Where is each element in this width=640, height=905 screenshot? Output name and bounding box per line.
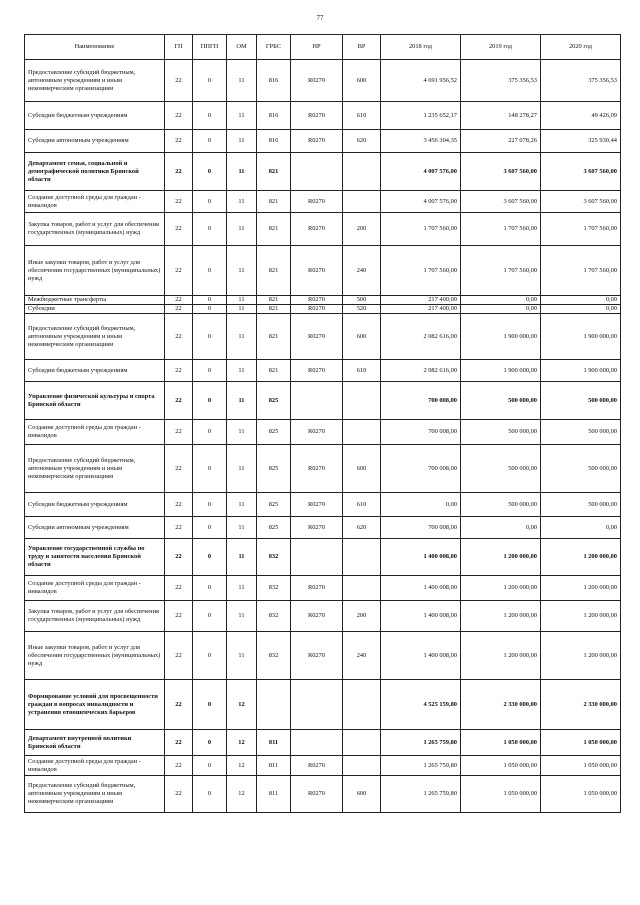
cell-name: Иные закупки товаров, работ и услуг для обеспечения государственных (муниципальных) нужд xyxy=(25,246,165,296)
table-row xyxy=(25,517,621,539)
cell-om: 11 xyxy=(227,246,257,296)
cell-om: 11 xyxy=(227,445,257,493)
cell-name: Субсидии бюджетным учреждениям xyxy=(25,102,165,130)
cell-vr: 600 xyxy=(343,314,381,360)
cell-name: Формирование условий для просвещенности граждан в вопросах инвалидности и устранения отношенческих барьеров xyxy=(25,680,165,730)
cell-om: 11 xyxy=(227,601,257,632)
cell-2018: 4 007 576,00 xyxy=(381,191,461,213)
cell-2020: 1 900 000,00 xyxy=(541,314,621,360)
table-row xyxy=(25,445,621,493)
table-row xyxy=(25,130,621,153)
cell-nr: R0270 xyxy=(291,191,343,213)
cell-ppgp: 0 xyxy=(193,191,227,213)
cell-om: 11 xyxy=(227,576,257,601)
cell-om: 11 xyxy=(227,213,257,246)
cell-name: Предоставление субсидий бюджетным, автономным учреждениям и иным некоммерческим организациям xyxy=(25,314,165,360)
cell-ppgp: 0 xyxy=(193,539,227,576)
cell-name: Департамент внутренней политики Брянской области xyxy=(25,730,165,756)
table-row xyxy=(25,382,621,420)
cell-2019: 1 200 000,00 xyxy=(461,539,541,576)
cell-om: 11 xyxy=(227,191,257,213)
cell-ppgp: 0 xyxy=(193,730,227,756)
cell-ppgp: 0 xyxy=(193,305,227,314)
cell-grbs: 821 xyxy=(257,305,291,314)
cell-ppgp: 0 xyxy=(193,420,227,445)
cell-om: 12 xyxy=(227,776,257,813)
cell-2018: 1 400 008,00 xyxy=(381,576,461,601)
cell-ppgp: 0 xyxy=(193,102,227,130)
col-header-2018: 2018 год xyxy=(381,35,461,60)
cell-gp: 22 xyxy=(165,632,193,680)
cell-name: Закупка товаров, работ и услуг для обеспечения государственных (муниципальных) нужд xyxy=(25,601,165,632)
cell-name: Предоставление субсидий бюджетным, автономным учреждениям и иным некоммерческим организациям xyxy=(25,445,165,493)
cell-nr: R0270 xyxy=(291,601,343,632)
cell-2019: 500 000,00 xyxy=(461,382,541,420)
cell-nr: R0270 xyxy=(291,360,343,382)
cell-grbs: 825 xyxy=(257,420,291,445)
table-row xyxy=(25,213,621,246)
cell-gp: 22 xyxy=(165,246,193,296)
cell-grbs: 832 xyxy=(257,576,291,601)
table-row xyxy=(25,102,621,130)
cell-ppgp: 0 xyxy=(193,632,227,680)
cell-vr: 240 xyxy=(343,246,381,296)
cell-ppgp: 0 xyxy=(193,382,227,420)
cell-om: 11 xyxy=(227,493,257,517)
cell-gp: 22 xyxy=(165,60,193,102)
cell-2019: 3 607 560,00 xyxy=(461,153,541,191)
cell-ppgp: 0 xyxy=(193,130,227,153)
cell-2018: 4 691 956,52 xyxy=(381,60,461,102)
cell-om: 11 xyxy=(227,60,257,102)
cell-nr: R0270 xyxy=(291,493,343,517)
cell-2019: 1 900 000,00 xyxy=(461,314,541,360)
table-row xyxy=(25,296,621,305)
cell-2019: 1 200 000,00 xyxy=(461,601,541,632)
cell-2020: 2 330 000,00 xyxy=(541,680,621,730)
cell-2018: 1 265 759,80 xyxy=(381,756,461,776)
cell-name: Иные закупки товаров, работ и услуг для обеспечения государственных (муниципальных) нужд xyxy=(25,632,165,680)
cell-2019: 227 078,26 xyxy=(461,130,541,153)
cell-2018: 1 235 652,17 xyxy=(381,102,461,130)
cell-vr xyxy=(343,539,381,576)
table-row xyxy=(25,420,621,445)
cell-grbs: 825 xyxy=(257,382,291,420)
cell-grbs: 821 xyxy=(257,314,291,360)
cell-gp: 22 xyxy=(165,539,193,576)
cell-vr xyxy=(343,382,381,420)
cell-ppgp: 0 xyxy=(193,776,227,813)
table-row xyxy=(25,601,621,632)
table-row xyxy=(25,314,621,360)
cell-om: 11 xyxy=(227,420,257,445)
cell-2018: 4 525 159,80 xyxy=(381,680,461,730)
cell-gp: 22 xyxy=(165,756,193,776)
cell-om: 12 xyxy=(227,756,257,776)
cell-vr xyxy=(343,153,381,191)
cell-nr: R0270 xyxy=(291,420,343,445)
table-row xyxy=(25,191,621,213)
cell-ppgp: 0 xyxy=(193,213,227,246)
cell-2018: 1 400 008,00 xyxy=(381,632,461,680)
cell-grbs: 832 xyxy=(257,601,291,632)
cell-grbs: 811 xyxy=(257,730,291,756)
cell-2018: 3 456 304,35 xyxy=(381,130,461,153)
cell-name: Создание доступной среды для граждан - инвалидов xyxy=(25,191,165,213)
cell-2019: 500 000,00 xyxy=(461,445,541,493)
cell-grbs: 832 xyxy=(257,539,291,576)
cell-2020: 3 607 560,00 xyxy=(541,153,621,191)
cell-om: 11 xyxy=(227,102,257,130)
cell-2020: 500 000,00 xyxy=(541,445,621,493)
cell-gp: 22 xyxy=(165,296,193,305)
cell-2018: 2 082 616,00 xyxy=(381,314,461,360)
cell-ppgp: 0 xyxy=(193,493,227,517)
cell-vr xyxy=(343,730,381,756)
cell-2018: 700 008,00 xyxy=(381,517,461,539)
cell-om: 11 xyxy=(227,314,257,360)
cell-ppgp: 0 xyxy=(193,314,227,360)
cell-nr: R0270 xyxy=(291,305,343,314)
cell-ppgp: 0 xyxy=(193,445,227,493)
cell-grbs: 832 xyxy=(257,632,291,680)
cell-2020: 49 426,09 xyxy=(541,102,621,130)
cell-2020: 500 000,00 xyxy=(541,420,621,445)
cell-2018: 0,00 xyxy=(381,493,461,517)
cell-2020: 1 707 560,00 xyxy=(541,246,621,296)
cell-nr xyxy=(291,730,343,756)
table-row xyxy=(25,60,621,102)
cell-vr: 600 xyxy=(343,60,381,102)
cell-om: 11 xyxy=(227,296,257,305)
cell-gp: 22 xyxy=(165,130,193,153)
cell-vr: 200 xyxy=(343,601,381,632)
cell-om: 11 xyxy=(227,305,257,314)
cell-ppgp: 0 xyxy=(193,576,227,601)
cell-2019: 0,00 xyxy=(461,305,541,314)
cell-nr: R0270 xyxy=(291,130,343,153)
cell-grbs xyxy=(257,680,291,730)
cell-name: Предоставление субсидий бюджетным, автономным учреждениям и иным некоммерческим организациям xyxy=(25,776,165,813)
cell-grbs: 825 xyxy=(257,517,291,539)
cell-2020: 1 050 000,00 xyxy=(541,756,621,776)
cell-vr: 500 xyxy=(343,296,381,305)
cell-2019: 1 900 000,00 xyxy=(461,360,541,382)
cell-name: Закупка товаров, работ и услуг для обеспечения государственных (муниципальных) нужд xyxy=(25,213,165,246)
cell-2020: 3 607 560,00 xyxy=(541,191,621,213)
cell-2019: 500 000,00 xyxy=(461,493,541,517)
cell-gp: 22 xyxy=(165,360,193,382)
cell-2020: 1 200 000,00 xyxy=(541,539,621,576)
cell-gp: 22 xyxy=(165,680,193,730)
cell-ppgp: 0 xyxy=(193,601,227,632)
cell-2020: 0,00 xyxy=(541,305,621,314)
table-row xyxy=(25,576,621,601)
cell-gp: 22 xyxy=(165,191,193,213)
cell-om: 11 xyxy=(227,632,257,680)
cell-name: Создание доступной среды для граждан - инвалидов xyxy=(25,420,165,445)
cell-2019: 1 707 560,00 xyxy=(461,246,541,296)
cell-om: 11 xyxy=(227,517,257,539)
cell-2018: 1 707 560,00 xyxy=(381,246,461,296)
cell-ppgp: 0 xyxy=(193,680,227,730)
cell-2018: 2 082 616,00 xyxy=(381,360,461,382)
cell-name: Субсидии бюджетным учреждениям xyxy=(25,493,165,517)
cell-grbs: 825 xyxy=(257,445,291,493)
cell-nr: R0270 xyxy=(291,517,343,539)
cell-name: Субсидии бюджетным учреждениям xyxy=(25,360,165,382)
cell-2018: 4 007 576,00 xyxy=(381,153,461,191)
cell-nr: R0270 xyxy=(291,102,343,130)
cell-name: Субсидии xyxy=(25,305,165,314)
cell-name: Создание доступной среды для граждан - инвалидов xyxy=(25,576,165,601)
cell-name: Управление физической культуры и спорта Брянской области xyxy=(25,382,165,420)
table-row xyxy=(25,493,621,517)
table-row xyxy=(25,153,621,191)
col-header-name: Наименование xyxy=(25,35,165,60)
cell-2020: 0,00 xyxy=(541,517,621,539)
cell-om: 12 xyxy=(227,680,257,730)
cell-grbs: 816 xyxy=(257,102,291,130)
cell-grbs: 821 xyxy=(257,360,291,382)
cell-nr: R0270 xyxy=(291,576,343,601)
cell-name: Управление государственной службы по труду и занятости населения Брянской области xyxy=(25,539,165,576)
cell-grbs: 821 xyxy=(257,153,291,191)
cell-2018: 1 400 008,00 xyxy=(381,539,461,576)
cell-2020: 375 356,53 xyxy=(541,60,621,102)
cell-vr xyxy=(343,680,381,730)
cell-grbs: 821 xyxy=(257,191,291,213)
col-header-grbs: ГРБС xyxy=(257,35,291,60)
cell-2018: 700 008,00 xyxy=(381,445,461,493)
cell-2019: 1 050 000,00 xyxy=(461,730,541,756)
cell-2018: 217 400,00 xyxy=(381,305,461,314)
cell-nr: R0270 xyxy=(291,632,343,680)
cell-2019: 2 330 000,00 xyxy=(461,680,541,730)
cell-gp: 22 xyxy=(165,305,193,314)
cell-ppgp: 0 xyxy=(193,246,227,296)
cell-vr: 200 xyxy=(343,213,381,246)
cell-grbs: 811 xyxy=(257,756,291,776)
budget-table xyxy=(24,34,621,813)
cell-2019: 0,00 xyxy=(461,517,541,539)
cell-grbs: 825 xyxy=(257,493,291,517)
cell-om: 11 xyxy=(227,539,257,576)
cell-gp: 22 xyxy=(165,213,193,246)
cell-2020: 1 050 000,00 xyxy=(541,776,621,813)
cell-om: 11 xyxy=(227,360,257,382)
cell-nr: R0270 xyxy=(291,246,343,296)
cell-2020: 1 900 000,00 xyxy=(541,360,621,382)
cell-2020: 0,00 xyxy=(541,296,621,305)
cell-vr: 240 xyxy=(343,632,381,680)
cell-ppgp: 0 xyxy=(193,296,227,305)
cell-2019: 1 050 000,00 xyxy=(461,756,541,776)
cell-om: 11 xyxy=(227,153,257,191)
cell-vr: 610 xyxy=(343,360,381,382)
cell-gp: 22 xyxy=(165,601,193,632)
cell-nr: R0270 xyxy=(291,314,343,360)
cell-vr: 620 xyxy=(343,130,381,153)
cell-2020: 1 050 000,00 xyxy=(541,730,621,756)
cell-gp: 22 xyxy=(165,576,193,601)
cell-grbs: 821 xyxy=(257,213,291,246)
cell-nr xyxy=(291,382,343,420)
cell-2018: 217 400,00 xyxy=(381,296,461,305)
cell-2018: 1 400 008,00 xyxy=(381,601,461,632)
cell-vr: 620 xyxy=(343,517,381,539)
cell-2019: 1 200 000,00 xyxy=(461,632,541,680)
cell-nr: R0270 xyxy=(291,776,343,813)
cell-2020: 1 200 000,00 xyxy=(541,601,621,632)
cell-vr: 610 xyxy=(343,493,381,517)
cell-2020: 500 000,00 xyxy=(541,493,621,517)
cell-2019: 148 278,27 xyxy=(461,102,541,130)
cell-2018: 700 008,00 xyxy=(381,420,461,445)
page-number: 77 xyxy=(316,14,324,22)
table-row xyxy=(25,632,621,680)
cell-2020: 1 200 000,00 xyxy=(541,576,621,601)
col-header-2020: 2020 год xyxy=(541,35,621,60)
cell-2018: 1 265 759,80 xyxy=(381,730,461,756)
cell-gp: 22 xyxy=(165,314,193,360)
cell-nr: R0270 xyxy=(291,296,343,305)
cell-gp: 22 xyxy=(165,153,193,191)
cell-2019: 1 200 000,00 xyxy=(461,576,541,601)
cell-name: Создание доступной среды для граждан - инвалидов xyxy=(25,756,165,776)
cell-2020: 325 930,44 xyxy=(541,130,621,153)
cell-name: Предоставление субсидий бюджетным, автономным учреждениям и иным некоммерческим организациям xyxy=(25,60,165,102)
col-header-2019: 2019 год xyxy=(461,35,541,60)
cell-gp: 22 xyxy=(165,493,193,517)
cell-vr xyxy=(343,420,381,445)
table-row xyxy=(25,246,621,296)
cell-nr xyxy=(291,153,343,191)
cell-2019: 1 707 560,00 xyxy=(461,213,541,246)
cell-vr: 610 xyxy=(343,102,381,130)
cell-gp: 22 xyxy=(165,730,193,756)
table-body xyxy=(25,60,621,813)
cell-gp: 22 xyxy=(165,776,193,813)
cell-ppgp: 0 xyxy=(193,60,227,102)
table-row xyxy=(25,680,621,730)
cell-vr: 520 xyxy=(343,305,381,314)
cell-nr: R0270 xyxy=(291,756,343,776)
cell-gp: 22 xyxy=(165,102,193,130)
cell-om: 11 xyxy=(227,382,257,420)
table-row xyxy=(25,730,621,756)
cell-om: 12 xyxy=(227,730,257,756)
cell-vr xyxy=(343,191,381,213)
cell-grbs: 816 xyxy=(257,130,291,153)
cell-2018: 1 707 560,00 xyxy=(381,213,461,246)
cell-ppgp: 0 xyxy=(193,517,227,539)
cell-2018: 1 265 759,80 xyxy=(381,776,461,813)
header-row xyxy=(25,35,621,60)
cell-name: Субсидии автономным учреждениям xyxy=(25,130,165,153)
table-row xyxy=(25,756,621,776)
cell-grbs: 816 xyxy=(257,60,291,102)
table-row xyxy=(25,360,621,382)
cell-2019: 1 050 000,00 xyxy=(461,776,541,813)
cell-2020: 1 200 000,00 xyxy=(541,632,621,680)
cell-nr: R0270 xyxy=(291,445,343,493)
cell-2018: 700 008,00 xyxy=(381,382,461,420)
cell-ppgp: 0 xyxy=(193,360,227,382)
cell-name: Департамент семьи, социальной и демографической политики Брянской области xyxy=(25,153,165,191)
cell-grbs: 821 xyxy=(257,246,291,296)
col-header-ppgp: ППГП xyxy=(193,35,227,60)
cell-gp: 22 xyxy=(165,445,193,493)
cell-2019: 375 356,53 xyxy=(461,60,541,102)
cell-gp: 22 xyxy=(165,382,193,420)
cell-nr: R0270 xyxy=(291,213,343,246)
cell-grbs: 821 xyxy=(257,296,291,305)
cell-vr: 600 xyxy=(343,445,381,493)
cell-nr: R0270 xyxy=(291,60,343,102)
cell-2019: 500 000,00 xyxy=(461,420,541,445)
cell-ppgp: 0 xyxy=(193,756,227,776)
cell-ppgp: 0 xyxy=(193,153,227,191)
table-row xyxy=(25,776,621,813)
cell-nr xyxy=(291,539,343,576)
table-row xyxy=(25,539,621,576)
cell-gp: 22 xyxy=(165,517,193,539)
table-row xyxy=(25,305,621,314)
cell-2020: 500 000,00 xyxy=(541,382,621,420)
cell-nr xyxy=(291,680,343,730)
cell-2019: 3 607 560,00 xyxy=(461,191,541,213)
col-header-gp: ГП xyxy=(165,35,193,60)
col-header-nr: НР xyxy=(291,35,343,60)
cell-gp: 22 xyxy=(165,420,193,445)
cell-vr xyxy=(343,756,381,776)
cell-2020: 1 707 560,00 xyxy=(541,213,621,246)
cell-name: Субсидии автономным учреждениям xyxy=(25,517,165,539)
cell-vr: 600 xyxy=(343,776,381,813)
col-header-vr: ВР xyxy=(343,35,381,60)
col-header-om: ОМ xyxy=(227,35,257,60)
cell-grbs: 811 xyxy=(257,776,291,813)
cell-om: 11 xyxy=(227,130,257,153)
cell-vr xyxy=(343,576,381,601)
cell-2019: 0,00 xyxy=(461,296,541,305)
cell-name: Межбюджетные трансферты xyxy=(25,296,165,305)
